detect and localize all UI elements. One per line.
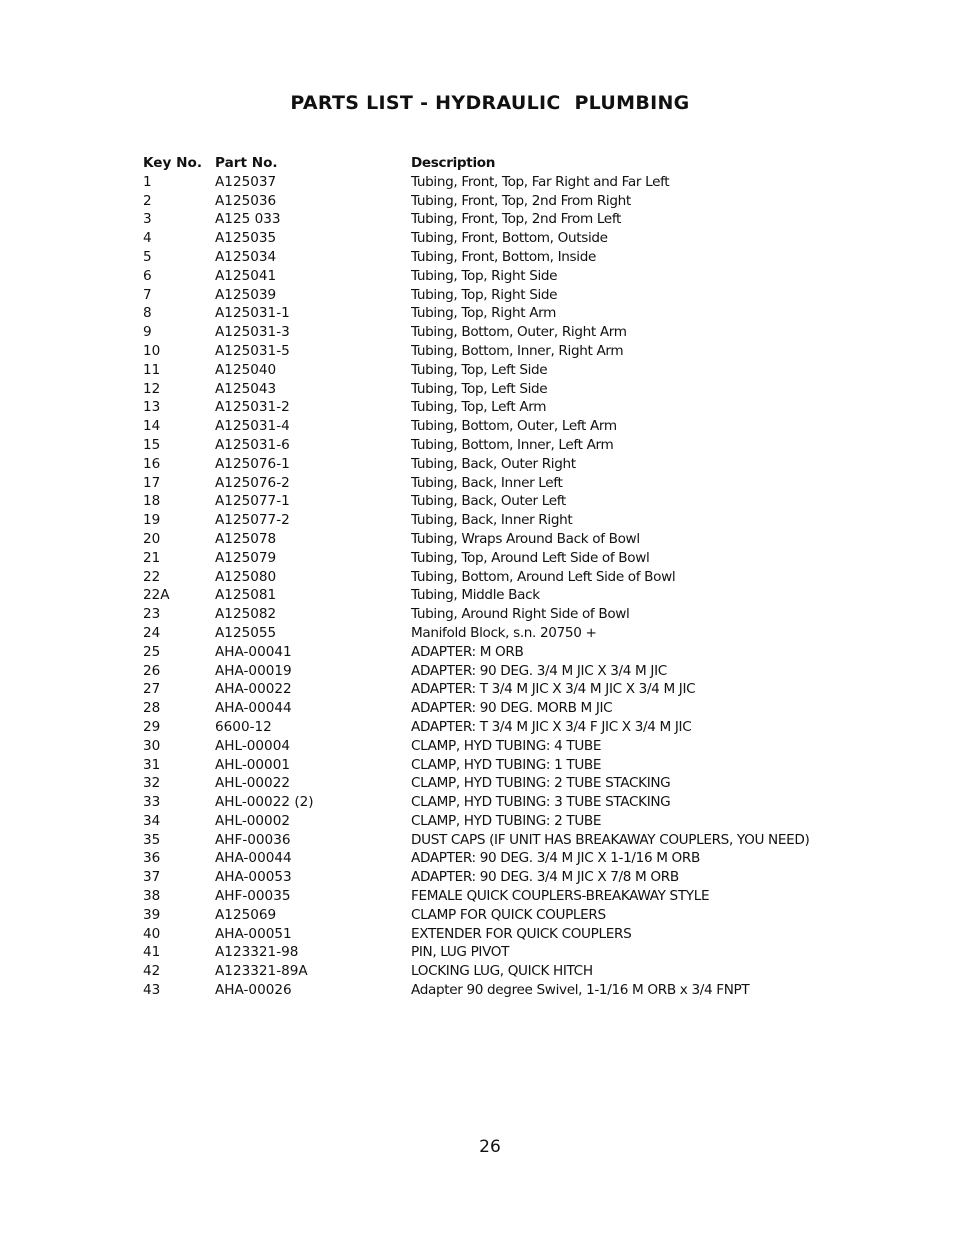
description-cell: CLAMP, HYD TUBING: 4 TUBE bbox=[411, 737, 602, 754]
table-row bbox=[143, 455, 843, 474]
key-no-cell: 30 bbox=[143, 737, 161, 754]
description-cell: ADAPTER: M ORB bbox=[411, 643, 524, 660]
description-cell: Adapter 90 degree Swivel, 1-1/16 M ORB x 3/4 FNPT bbox=[411, 982, 750, 999]
table-row bbox=[143, 417, 843, 436]
table-row bbox=[143, 568, 843, 587]
part-no-cell: A125031-6 bbox=[215, 436, 290, 453]
description-cell: ADAPTER: 90 DEG. 3/4 M JIC X 7/8 M ORB bbox=[411, 869, 679, 886]
part-no-cell: AHA-00019 bbox=[215, 662, 292, 679]
part-no-cell: AHA-00026 bbox=[215, 982, 292, 999]
key-no-cell: 5 bbox=[143, 248, 152, 265]
table-row bbox=[143, 756, 843, 775]
part-no-cell: AHL-00022 bbox=[215, 775, 291, 792]
part-no-cell: A125031-2 bbox=[215, 399, 290, 416]
key-no-cell: 25 bbox=[143, 643, 161, 660]
key-no-cell: 17 bbox=[143, 474, 161, 491]
key-no-cell: 34 bbox=[143, 812, 161, 829]
table-row bbox=[143, 192, 843, 211]
key-no-cell: 8 bbox=[143, 305, 152, 322]
description-cell: ADAPTER: 90 DEG. MORB M JIC bbox=[411, 700, 613, 717]
part-no-cell: A125079 bbox=[215, 549, 277, 566]
key-no-cell: 20 bbox=[143, 530, 161, 547]
table-row bbox=[143, 173, 843, 192]
part-no-cell: A125040 bbox=[215, 361, 277, 378]
key-no-cell: 15 bbox=[143, 436, 161, 453]
key-no-cell: 6 bbox=[143, 267, 152, 284]
key-no-cell: 42 bbox=[143, 963, 161, 980]
table-row bbox=[143, 605, 843, 624]
key-no-cell: 37 bbox=[143, 869, 161, 886]
table-row bbox=[143, 868, 843, 887]
description-cell: Manifold Block, s.n. 20750 + bbox=[411, 624, 597, 641]
table-row bbox=[143, 737, 843, 756]
key-no-cell: 11 bbox=[143, 361, 161, 378]
description-cell: ADAPTER: T 3/4 M JIC X 3/4 M JIC X 3/4 M JIC bbox=[411, 681, 696, 698]
header-part-no: Part No. bbox=[215, 155, 278, 171]
page-title: PARTS LIST - HYDRAULIC PLUMBING bbox=[290, 92, 690, 114]
table-row bbox=[143, 718, 843, 737]
table-row bbox=[143, 492, 843, 511]
description-cell: Tubing, Back, Inner Right bbox=[411, 512, 573, 529]
key-no-cell: 43 bbox=[143, 982, 161, 999]
table-row bbox=[143, 981, 843, 1000]
description-cell: PIN, LUG PIVOT bbox=[411, 944, 510, 961]
table-row bbox=[143, 680, 843, 699]
table-row bbox=[143, 849, 843, 868]
description-cell: Tubing, Top, Right Side bbox=[411, 267, 558, 284]
table-row bbox=[143, 812, 843, 831]
description-cell: Tubing, Back, Inner Left bbox=[411, 474, 563, 491]
table-row bbox=[143, 549, 843, 568]
description-cell: Tubing, Top, Left Side bbox=[411, 361, 548, 378]
table-row bbox=[143, 380, 843, 399]
key-no-cell: 14 bbox=[143, 418, 161, 435]
part-no-cell: A125034 bbox=[215, 248, 277, 265]
part-no-cell: A125055 bbox=[215, 624, 277, 641]
table-header bbox=[143, 154, 843, 173]
description-cell: Tubing, Bottom, Around Left Side of Bowl bbox=[411, 568, 676, 585]
table-row bbox=[143, 361, 843, 380]
table-row bbox=[143, 267, 843, 286]
part-no-cell: A125082 bbox=[215, 606, 277, 623]
key-no-cell: 36 bbox=[143, 850, 161, 867]
part-no-cell: A125031-3 bbox=[215, 324, 290, 341]
part-no-cell: AHF-00036 bbox=[215, 831, 291, 848]
description-cell: ADAPTER: 90 DEG. 3/4 M JIC X 3/4 M JIC bbox=[411, 662, 667, 679]
description-cell: CLAMP, HYD TUBING: 3 TUBE STACKING bbox=[411, 794, 671, 811]
table-row bbox=[143, 962, 843, 981]
key-no-cell: 18 bbox=[143, 493, 161, 510]
table-row bbox=[143, 793, 843, 812]
key-no-cell: 4 bbox=[143, 230, 152, 247]
part-no-cell: A125031-5 bbox=[215, 342, 290, 359]
part-no-cell: A125077-2 bbox=[215, 512, 290, 529]
part-no-cell: A125069 bbox=[215, 906, 277, 923]
table-row bbox=[143, 530, 843, 549]
key-no-cell: 35 bbox=[143, 831, 161, 848]
part-no-cell: AHL-00001 bbox=[215, 756, 291, 773]
table-row bbox=[143, 342, 843, 361]
table-row bbox=[143, 943, 843, 962]
part-no-cell: A125036 bbox=[215, 192, 277, 209]
description-cell: Tubing, Wraps Around Back of Bowl bbox=[411, 530, 640, 547]
table-row bbox=[143, 474, 843, 493]
key-no-cell: 1 bbox=[143, 173, 152, 190]
key-no-cell: 19 bbox=[143, 512, 161, 529]
description-cell: CLAMP, HYD TUBING: 2 TUBE bbox=[411, 812, 602, 829]
part-no-cell: AHL-00004 bbox=[215, 737, 291, 754]
key-no-cell: 9 bbox=[143, 324, 152, 341]
part-no-cell: A125077-1 bbox=[215, 493, 290, 510]
description-cell: LOCKING LUG, QUICK HITCH bbox=[411, 963, 593, 980]
table-row bbox=[143, 286, 843, 305]
header-key-no: Key No. bbox=[143, 155, 202, 171]
table-row bbox=[143, 511, 843, 530]
key-no-cell: 40 bbox=[143, 925, 161, 942]
part-no-cell: A125035 bbox=[215, 230, 277, 247]
description-cell: Tubing, Front, Bottom, Outside bbox=[411, 230, 608, 247]
table-row bbox=[143, 887, 843, 906]
description-cell: Tubing, Front, Top, 2nd From Right bbox=[411, 192, 631, 209]
description-cell: Tubing, Bottom, Outer, Left Arm bbox=[411, 418, 617, 435]
part-no-cell: AHA-00051 bbox=[215, 925, 292, 942]
description-cell: Tubing, Bottom, Inner, Right Arm bbox=[411, 342, 624, 359]
table-row bbox=[143, 906, 843, 925]
description-cell: CLAMP, HYD TUBING: 1 TUBE bbox=[411, 756, 602, 773]
description-cell: Tubing, Front, Top, 2nd From Left bbox=[411, 211, 621, 228]
key-no-cell: 28 bbox=[143, 700, 161, 717]
description-cell: Tubing, Back, Outer Left bbox=[411, 493, 566, 510]
key-no-cell: 32 bbox=[143, 775, 161, 792]
header-description: Description bbox=[411, 155, 496, 171]
parts-table bbox=[143, 154, 843, 1000]
part-no-cell: A123321-98 bbox=[215, 944, 299, 961]
description-cell: Tubing, Bottom, Outer, Right Arm bbox=[411, 324, 627, 341]
description-cell: Tubing, Front, Top, Far Right and Far Left bbox=[411, 173, 670, 190]
description-cell: CLAMP, HYD TUBING: 2 TUBE STACKING bbox=[411, 775, 671, 792]
key-no-cell: 38 bbox=[143, 888, 161, 905]
description-cell: DUST CAPS (IF UNIT HAS BREAKAWAY COUPLERS, YOU NEED) bbox=[411, 831, 810, 848]
table-row bbox=[143, 586, 843, 605]
part-no-cell: AHA-00041 bbox=[215, 643, 292, 660]
key-no-cell: 29 bbox=[143, 718, 161, 735]
part-no-cell: AHF-00035 bbox=[215, 888, 291, 905]
page-number: 26 bbox=[479, 1137, 501, 1157]
table-row bbox=[143, 229, 843, 248]
description-cell: ADAPTER: 90 DEG. 3/4 M JIC X 1-1/16 M ORB bbox=[411, 850, 700, 867]
key-no-cell: 10 bbox=[143, 342, 161, 359]
key-no-cell: 31 bbox=[143, 756, 161, 773]
description-cell: Tubing, Back, Outer Right bbox=[411, 455, 576, 472]
key-no-cell: 26 bbox=[143, 662, 161, 679]
key-no-cell: 3 bbox=[143, 211, 152, 228]
part-no-cell: A125076-1 bbox=[215, 455, 290, 472]
table-row bbox=[143, 624, 843, 643]
part-no-cell: A125043 bbox=[215, 380, 277, 397]
part-no-cell: AHA-00044 bbox=[215, 700, 292, 717]
key-no-cell: 12 bbox=[143, 380, 161, 397]
part-no-cell: A125039 bbox=[215, 286, 277, 303]
part-no-cell: A125081 bbox=[215, 587, 277, 604]
table-row bbox=[143, 699, 843, 718]
table-row bbox=[143, 398, 843, 417]
key-no-cell: 2 bbox=[143, 192, 152, 209]
part-no-cell: A125037 bbox=[215, 173, 277, 190]
description-cell: Tubing, Top, Right Side bbox=[411, 286, 558, 303]
key-no-cell: 39 bbox=[143, 906, 161, 923]
table-row bbox=[143, 436, 843, 455]
description-cell: Tubing, Top, Left Side bbox=[411, 380, 548, 397]
part-no-cell: AHA-00044 bbox=[215, 850, 292, 867]
table-row bbox=[143, 210, 843, 229]
table-row bbox=[143, 662, 843, 681]
key-no-cell: 23 bbox=[143, 606, 161, 623]
part-no-cell: A123321-89A bbox=[215, 963, 308, 980]
key-no-cell: 13 bbox=[143, 399, 161, 416]
part-no-cell: A125031-1 bbox=[215, 305, 290, 322]
table-row bbox=[143, 643, 843, 662]
part-no-cell: AHL-00022 (2) bbox=[215, 794, 314, 811]
part-no-cell: A125080 bbox=[215, 568, 277, 585]
description-cell: Tubing, Middle Back bbox=[411, 587, 540, 604]
part-no-cell: AHA-00022 bbox=[215, 681, 292, 698]
table-row bbox=[143, 304, 843, 323]
key-no-cell: 16 bbox=[143, 455, 161, 472]
description-cell: ADAPTER: T 3/4 M JIC X 3/4 F JIC X 3/4 M JIC bbox=[411, 718, 692, 735]
description-cell: Tubing, Top, Right Arm bbox=[411, 305, 557, 322]
key-no-cell: 24 bbox=[143, 624, 161, 641]
description-cell: Tubing, Top, Left Arm bbox=[411, 399, 547, 416]
table-row bbox=[143, 925, 843, 944]
part-no-cell: A125076-2 bbox=[215, 474, 290, 491]
table-body bbox=[143, 173, 843, 1000]
part-no-cell: AHA-00053 bbox=[215, 869, 292, 886]
part-no-cell: A125041 bbox=[215, 267, 277, 284]
description-cell: Tubing, Bottom, Inner, Left Arm bbox=[411, 436, 614, 453]
part-no-cell: A125078 bbox=[215, 530, 277, 547]
part-no-cell: 6600-12 bbox=[215, 718, 272, 735]
key-no-cell: 21 bbox=[143, 549, 161, 566]
key-no-cell: 27 bbox=[143, 681, 161, 698]
table-row bbox=[143, 248, 843, 267]
description-cell: Tubing, Front, Bottom, Inside bbox=[411, 248, 597, 265]
description-cell: Tubing, Around Right Side of Bowl bbox=[411, 606, 630, 623]
part-no-cell: AHL-00002 bbox=[215, 812, 291, 829]
key-no-cell: 7 bbox=[143, 286, 152, 303]
part-no-cell: A125031-4 bbox=[215, 418, 290, 435]
part-no-cell: A125 033 bbox=[215, 211, 281, 228]
description-cell: Tubing, Top, Around Left Side of Bowl bbox=[411, 549, 650, 566]
key-no-cell: 22A bbox=[143, 587, 170, 604]
key-no-cell: 22 bbox=[143, 568, 161, 585]
description-cell: EXTENDER FOR QUICK COUPLERS bbox=[411, 925, 632, 942]
description-cell: CLAMP FOR QUICK COUPLERS bbox=[411, 906, 606, 923]
table-row bbox=[143, 774, 843, 793]
table-row bbox=[143, 323, 843, 342]
key-no-cell: 33 bbox=[143, 794, 161, 811]
table-row bbox=[143, 831, 843, 850]
key-no-cell: 41 bbox=[143, 944, 161, 961]
description-cell: FEMALE QUICK COUPLERS-BREAKAWAY STYLE bbox=[411, 888, 710, 905]
